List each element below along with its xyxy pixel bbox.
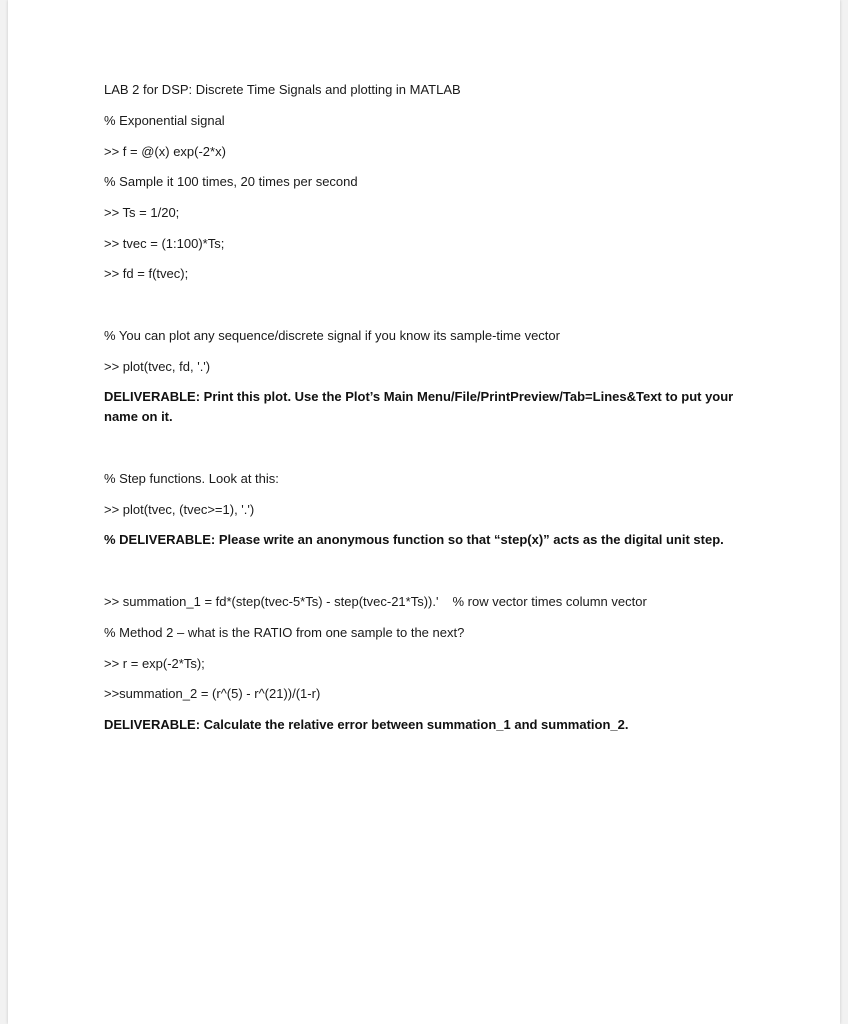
exponential-comment: % Exponential signal	[104, 113, 225, 128]
summation2-command: >>summation_2 = (r^(5) - r^(21))/(1-r)	[104, 686, 321, 701]
deliverable-relative-error: DELIVERABLE: Calculate the relative error between summation_1 and summation_2.	[104, 717, 629, 732]
sample-comment: % Sample it 100 times, 20 times per second	[104, 174, 358, 189]
deliverable-step-function: % DELIVERABLE: Please write an anonymous function so that “step(x)” acts as the digital unit step.	[104, 532, 724, 547]
f-definition: >> f = @(x) exp(-2*x)	[104, 144, 226, 159]
document-page	[8, 0, 840, 1024]
summation1-comment: % row vector times column vector	[452, 594, 647, 609]
fd-definition: >> fd = f(tvec);	[104, 266, 189, 281]
document-title: LAB 2 for DSP: Discrete Time Signals and plotting in MATLAB	[104, 82, 461, 97]
plot-comment: % You can plot any sequence/discrete signal if you know its sample-time vector	[104, 328, 560, 343]
r-definition: >> r = exp(-2*Ts);	[104, 656, 205, 671]
method2-comment: % Method 2 – what is the RATIO from one sample to the next?	[104, 625, 465, 640]
summation1-command: >> summation_1 = fd*(step(tvec-5*Ts) - step(tvec-21*Ts)).'	[104, 594, 439, 609]
deliverable-print-plot: DELIVERABLE: Print this plot. Use the Plot’s Main Menu/File/PrintPreview/Tab=Lines&Text to put your name on it.	[104, 389, 734, 424]
step-comment: % Step functions. Look at this:	[104, 471, 279, 486]
step-plot-command: >> plot(tvec, (tvec>=1), '.')	[104, 502, 255, 517]
tvec-definition: >> tvec = (1:100)*Ts;	[104, 236, 225, 251]
ts-definition: >> Ts = 1/20;	[104, 205, 180, 220]
summation1-line	[104, 592, 647, 612]
plot-command: >> plot(tvec, fd, '.')	[104, 359, 211, 374]
